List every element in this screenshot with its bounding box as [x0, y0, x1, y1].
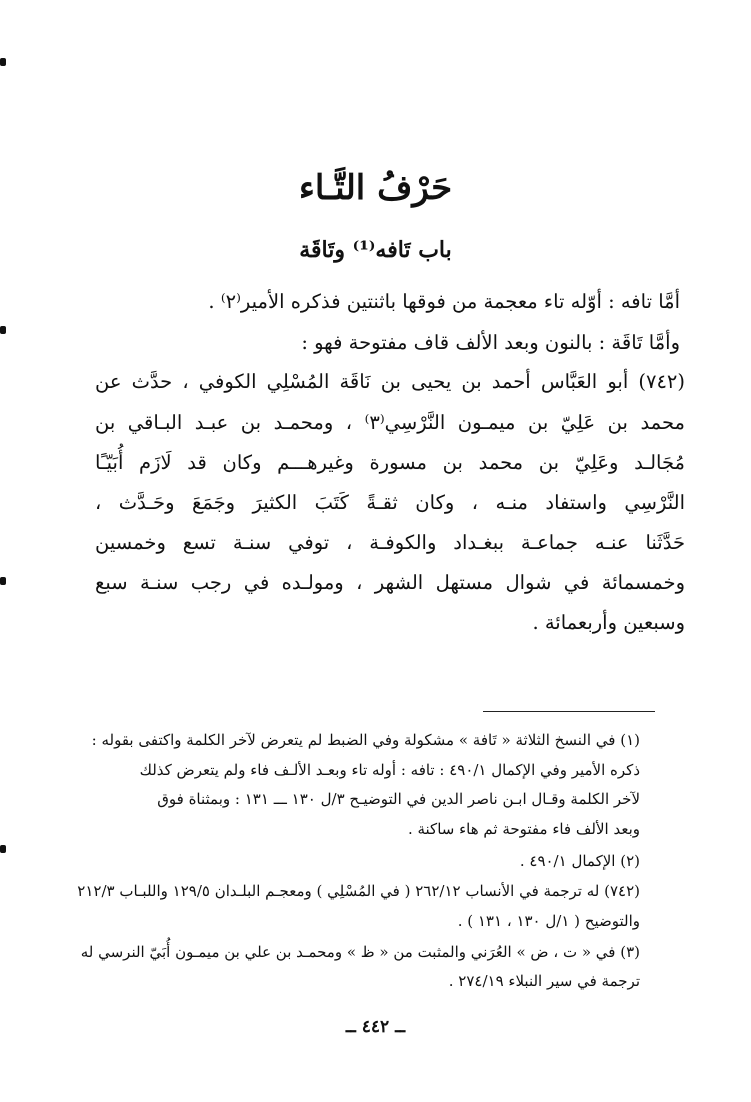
footnote-line: ذكره الأمير وفي الإكمال ٤٩٠/١ : تافه : أوله تاء وبعـد الألـف فاء ولم يتعرض كذلك	[139, 761, 640, 779]
footnote-divider	[483, 711, 655, 712]
margin-mark	[0, 58, 6, 66]
intro-line: أمَّا تافه : أوّله تاء معجمة من فوقها باثنتين فذكره الأمير⁽٢⁾ .	[208, 290, 680, 313]
footnote-line: والتوضيح ( ١/ل ١٣٠ ، ١٣١ ) .	[457, 912, 640, 930]
footnote-line: لآخر الكلمة وقـال ابـن ناصر الدين في التوضيـح ٣/ل ١٣٠ ـــ ١٣١ : وبمثناة فوق	[157, 790, 640, 808]
entry-line: حَدَّثَنا عنـه جماعـة ببغـداد والكوفـة ، توفي سنـة تسع وخمسين	[95, 531, 685, 554]
margin-mark	[0, 845, 6, 853]
footnote-line: (٧٤٢) له ترجمة في الأنساب ٢٦٢/١٢ ( في المُسْلِي ) ومعجـم البلـدان ١٢٩/٥ واللبـاب ٢١٢/٣	[77, 882, 640, 900]
entry-line: وسبعين وأربعمائة .	[532, 611, 685, 634]
entry-line: النَّرْسِي واستفاد منـه ، وكان ثقـةً كَتَبَ الكثيرَ وجَمَعَ وحَـدَّث ،	[95, 491, 685, 514]
chapter-title: حَرْفُ التَّـاء	[298, 168, 453, 208]
entry-line: محمد بن عَلِيّ بن ميمـون النَّرْسِي⁽٣⁾ ، ومحمـد بن عبـد البـاقي بن	[95, 411, 685, 434]
page-number: ــ ٤٤٢ ــ	[345, 1017, 406, 1037]
section-title: باب تَافه⁽¹⁾ وتَاقَة	[299, 237, 452, 263]
footnote-line: (١) في النسخ الثلاثة « تَافة » مشكولة وفي الضبط لم يتعرض لآخر الكلمة واكتفى بقوله :	[91, 731, 640, 749]
entry-line: وخمسمائة في شوال مستهل الشهر ، ومولـده في رجب سنـة سبع	[95, 571, 685, 594]
footnote-line: (٢) الإكمال ٤٩٠/١ .	[519, 852, 640, 870]
entry-number: (٧٤٢)	[638, 370, 685, 393]
entry-line	[95, 370, 685, 393]
footnote-line: (٣) في « ت ، ض » العُرَني والمثبت من « ظ » ومحمـد بن علي بن ميمـون أُبَيّ النرسي له	[80, 943, 640, 961]
entry-line: مُجَالـد وعَلِيّ بن محمد بن مسورة وغيرهـــم وكان قد لَازَم أُبَيّـًا	[95, 451, 685, 474]
margin-mark	[0, 577, 6, 585]
margin-mark	[0, 326, 6, 334]
intro-line: وأمَّا تَاقَة : بالنون وبعد الألف قاف مفتوحة فهو :	[301, 331, 680, 354]
footnote-line: وبعد الألف فاء مفتوحة ثم هاء ساكنة .	[407, 820, 640, 838]
footnote-line: ترجمة في سير النبلاء ٢٧٤/١٩ .	[448, 972, 640, 990]
entry-text: أبو العَبَّاس أحمد بن يحيى بن نَاقَة المُسْلِي الكوفي ، حدَّث عن	[95, 370, 629, 393]
